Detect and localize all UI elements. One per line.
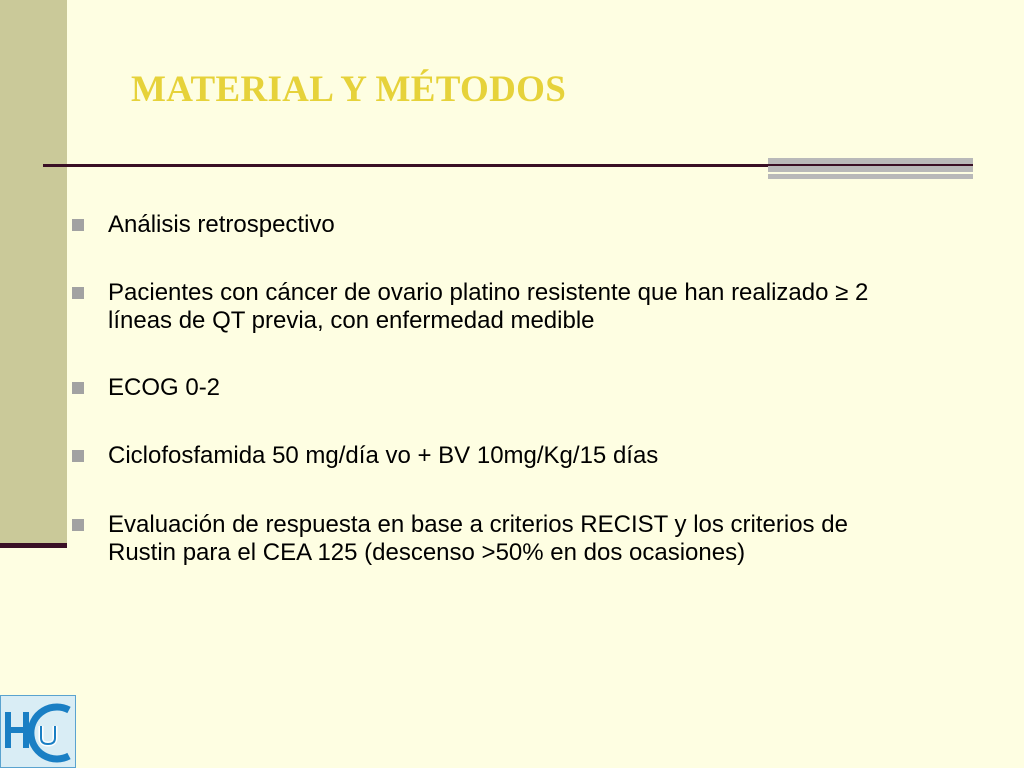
bullet-text: Análisis retrospectivo <box>108 211 335 238</box>
square-bullet-icon <box>72 287 84 299</box>
left-band-rule <box>0 543 67 548</box>
bullet-item <box>108 442 908 470</box>
bullet-text: ECOG 0-2 <box>108 374 221 401</box>
accent-bars <box>768 158 973 180</box>
square-bullet-icon <box>72 450 84 462</box>
bullet-item <box>108 511 908 567</box>
accent-bar <box>768 174 973 179</box>
bullet-text: Ciclofosfamida 50 mg/día vo + BV 10mg/Kg/15 días <box>108 442 659 469</box>
left-decorative-band <box>0 0 67 546</box>
bullet-text: Pacientes con cáncer de ovario platino resistente que han realizado ≥ 2 líneas de QT previa, con enfermedad medible <box>108 279 869 334</box>
bullet-text: Evaluación de respuesta en base a criterios RECIST y los criterios de Rustin para el CEA 125 (descenso >50% en dos ocasiones) <box>108 511 848 566</box>
accent-bar <box>768 166 973 172</box>
logo-graphic <box>1 696 76 768</box>
hospital-logo-icon <box>0 695 76 768</box>
bullet-item <box>108 374 908 402</box>
accent-bar <box>768 158 973 164</box>
square-bullet-icon <box>72 519 84 531</box>
slide-title: MATERIAL Y MÉTODOS <box>131 69 567 110</box>
square-bullet-icon <box>72 382 84 394</box>
bullet-item <box>108 211 908 239</box>
bullet-item <box>108 279 908 335</box>
square-bullet-icon <box>72 219 84 231</box>
